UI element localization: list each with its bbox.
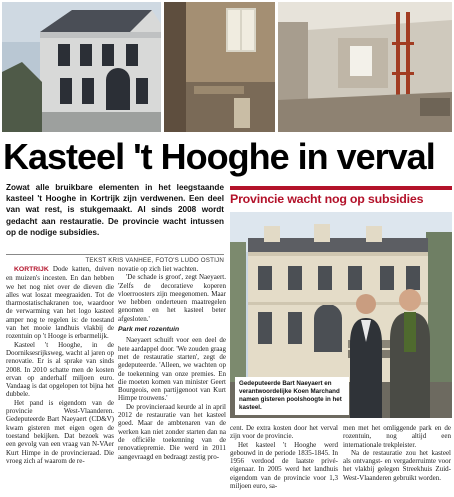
paragraph: 'De schade is groot', zegt Naeyaert. 'Zelfs de decoratieve koperen vloerroosters zijn meegenomen. Maar we hebben onderteuen maatregelen genomen en het kasteel beter afgesloten.' <box>118 273 226 323</box>
paragraph: Naeyaert schuift voor een deel de hete aardappel door. 'We zouden graag met de restauratie starten', zegt de gedeputeerde. 'Alleen, we wachten op de toekenning van onze premies. En die moeten komen van minister Geert Bourgeois, een partijgenoot van Kurt Himpe trouwens.' <box>118 336 226 403</box>
dateline-place: KORTRIJK <box>14 266 49 273</box>
body-column-2 <box>118 265 226 495</box>
body-column-3 <box>230 424 338 496</box>
paragraph: De provincieraad keurde al in april 2012 de restauratie van het kasteel goed. Maar de ambtenaren van de werken kan niet zonder starten dan na de officiële toekenning van de renovatiepremie. Die werd in 2011 aangevraagd en bedraagt zestig pro- <box>118 402 226 461</box>
article-subhead: Provincie wacht nog op subsidies <box>230 186 452 216</box>
body-column-1 <box>6 265 114 495</box>
article-headline: Kasteel 't Hooghe in verval <box>3 136 435 177</box>
intertitle: Park met rozentuin <box>118 326 180 334</box>
paragraph: novatie op zich liet wachten. <box>118 265 199 273</box>
castle-interior-room-photo <box>164 2 275 132</box>
paragraph: Na de restauratie zou het kasteel als ontvangst- en vergaderruimte voor het vlakbij gelegen Streekhuis Zuid-West-Vlaanderen gebruikt worden. <box>343 448 451 482</box>
paragraph: Kasteel 't Hooghe, in de Doorniksesrijksweg, wacht al jaren op renovatie. Er is al sprake van sinds 2008. In 2010 schatte men de kosten ervan op anderhalf miljoen euro. Vandaag is dat opgelopen tot bijna het dubbele. <box>6 340 114 399</box>
body-column-4 <box>343 424 451 496</box>
paragraph: cent. De extra kosten door het verval zijn voor de provincie. <box>230 424 338 441</box>
castle-exterior-photo <box>2 2 161 132</box>
paragraph: Het kasteel 't Hooghe werd gebouwd in de periode 1835-1845. In 1956 verdood de laatste privé-eigenaar. In 2005 werd het landhuis eigendom van de provincie voor 1,3 miljoen euro, sa- <box>230 440 338 491</box>
castle-interior-hall-photo <box>278 2 452 132</box>
paragraph: Dode katten, duiven en muizen's incesten. En dan hebben we het nog niet over de dieven die alles wat loszat meegraaiden. Tot de tharmostatischakranen toe, waardoor de verwarming van het logo kasteel amper nog te regelen is: de toestand van het mooie landhuis vlakbij de rozentuin op 't Hooge is erbarmelijk. <box>6 265 114 341</box>
paragraph: Het pand is eigendom van de provincie West-Vlaanderen. Gedeputeerde Bart Naeyaert (CD&V) kwam gisteren met eigen ogen de toestand bekijken. Dat bezoek was een gevolg van een vraag van N-VAer Kurt Himpe in de provincieraad. Die vroeg zich af waarom de re- <box>6 398 114 465</box>
article-lead: Zowat alle bruikbare elementen in het leegstaande kasteel 't Hooghe in Kortrijk zijn verdwenen. Een deel van wat rest, is stukgemaakt. Al sinds 2008 wordt gedacht aan restauratie. De provincie wacht intussen op de nodige subsidies. <box>6 183 224 237</box>
photo-caption: Gedeputeerde Bart Naeyaert en verantwoordelijke Koen Marchand namen gisteren poolshoogte in het kasteel. <box>235 377 349 415</box>
byline: TEKST KRIS VANHEE, FOTO'S LUDO OSTIJN <box>6 254 224 264</box>
paragraph: men met het omliggende park en de rozentuin, nog altijd een internationale trekpleister. <box>343 424 451 449</box>
